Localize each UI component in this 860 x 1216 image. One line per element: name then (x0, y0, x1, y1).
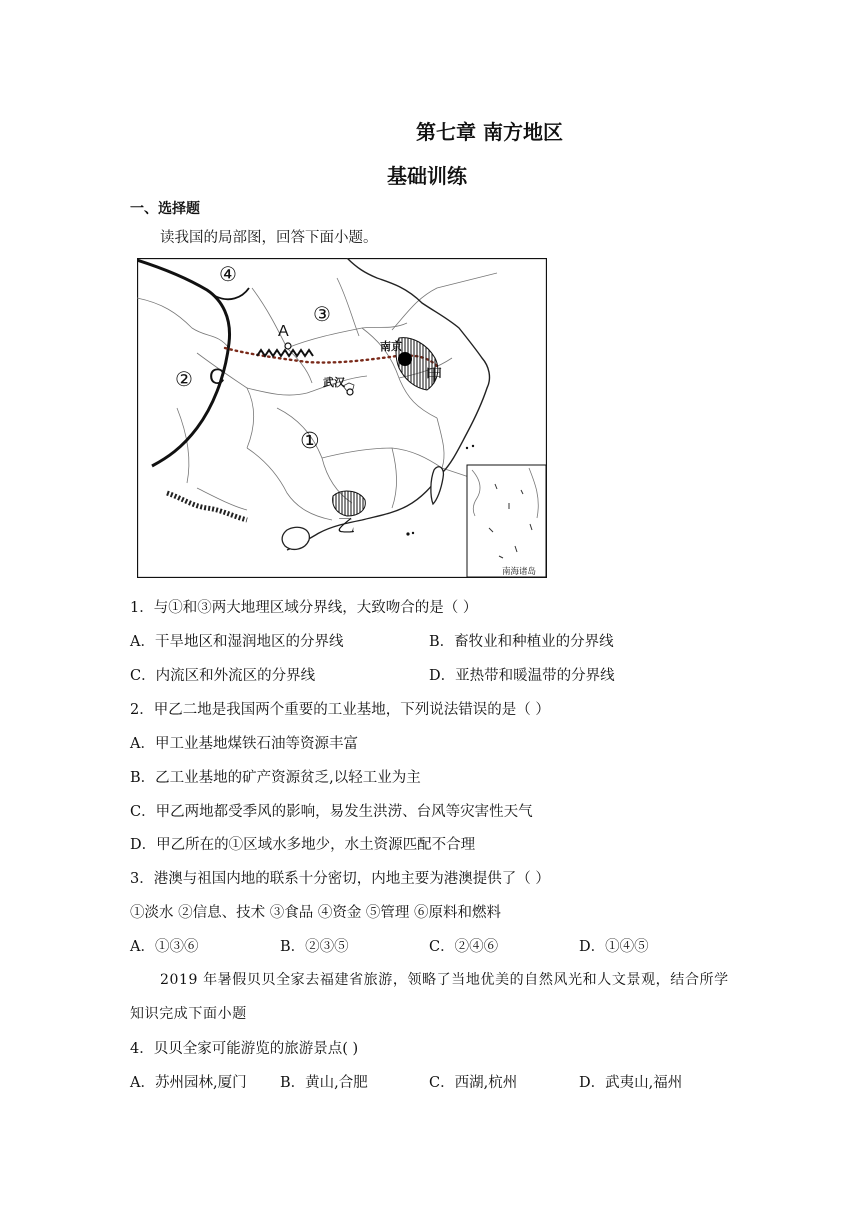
question-4-stem: 4．贝贝全家可能游览的旅游景点( ) (130, 1041, 359, 1057)
region2-label: ② (175, 369, 193, 391)
question-3-option-b[interactable]: B．②③⑤ (280, 939, 349, 955)
nanjing-city-marker (398, 352, 412, 366)
question-2-stem: 2．甲乙二地是我国两个重要的工业基地，下列说法错误的是（ ） (130, 702, 550, 718)
question-3-option-a[interactable]: A．①③⑥ (130, 939, 199, 955)
china-regional-map (137, 258, 547, 578)
point-c-label: C (209, 364, 225, 389)
question-4-option-d[interactable]: D．武夷山,福州 (579, 1075, 683, 1091)
question-1-option-d[interactable]: D．亚热带和暖温带的分界线 (429, 668, 615, 684)
yi-label: 乙 (337, 516, 355, 536)
wuhan-label: 武汉 (323, 377, 345, 389)
question-3-stem: 3．港澳与祖国内地的联系十分密切，内地主要为港澳提供了（ ） (130, 871, 550, 887)
passage-line-2: 知识完成下面小题 (130, 1006, 247, 1022)
question-1-option-c[interactable]: C．内流区和外流区的分界线 (130, 668, 316, 684)
nanjing-label: 南京 (380, 341, 402, 353)
intro-text: 读我国的局部图，回答下面小题。 (160, 230, 378, 246)
region3-label: ③ (313, 304, 331, 326)
hainan-island (282, 527, 309, 549)
passage-line-1: 2019 年暑假贝贝全家去福建省旅游，领略了当地优美的自然风光和人文景观，结合所学 (160, 972, 729, 988)
question-4-option-b[interactable]: B．黄山,合肥 (280, 1075, 368, 1091)
question-2-option-d[interactable]: D．甲乙所在的①区域水多地少，水土资源匹配不合理 (130, 837, 476, 853)
question-4-option-a[interactable]: A．苏州园林,厦门 (130, 1075, 247, 1091)
chapter-title: 第七章 南方地区 (416, 120, 563, 144)
page-subtitle: 基础训练 (387, 164, 467, 188)
jia-label: 甲 (425, 366, 443, 386)
question-3-option-c[interactable]: C．②④⑥ (429, 939, 499, 955)
question-3-choices-line: ①淡水 ②信息、技术 ③食品 ④资金 ⑤管理 ⑥原料和燃料 (130, 905, 502, 921)
question-4-option-c[interactable]: C．西湖,杭州 (429, 1075, 518, 1091)
question-2-option-c[interactable]: C．甲乙两地都受季风的影响，易发生洪涝、台风等灾害性天气 (130, 804, 533, 820)
wuhan-city-marker (347, 389, 353, 395)
inset-label: 南海诸岛 (502, 566, 537, 576)
point-a-label: A (278, 323, 289, 340)
point-a-marker (285, 343, 291, 349)
question-1-option-b[interactable]: B．畜牧业和种植业的分界线 (429, 634, 614, 650)
question-2-option-a[interactable]: A．甲工业基地煤铁石油等资源丰富 (130, 736, 358, 752)
section-heading: 一、选择题 (130, 201, 200, 217)
question-1-stem: 1．与①和③两大地理区域分界线，大致吻合的是（ ） (130, 600, 478, 616)
question-1-option-a[interactable]: A．干旱地区和湿润地区的分界线 (130, 634, 344, 650)
region1-label: ① (300, 428, 320, 453)
question-3-option-d[interactable]: D．①④⑤ (579, 939, 649, 955)
region4-label: ④ (219, 264, 237, 286)
question-2-option-b[interactable]: B．乙工业基地的矿产资源贫乏,以轻工业为主 (130, 770, 421, 786)
